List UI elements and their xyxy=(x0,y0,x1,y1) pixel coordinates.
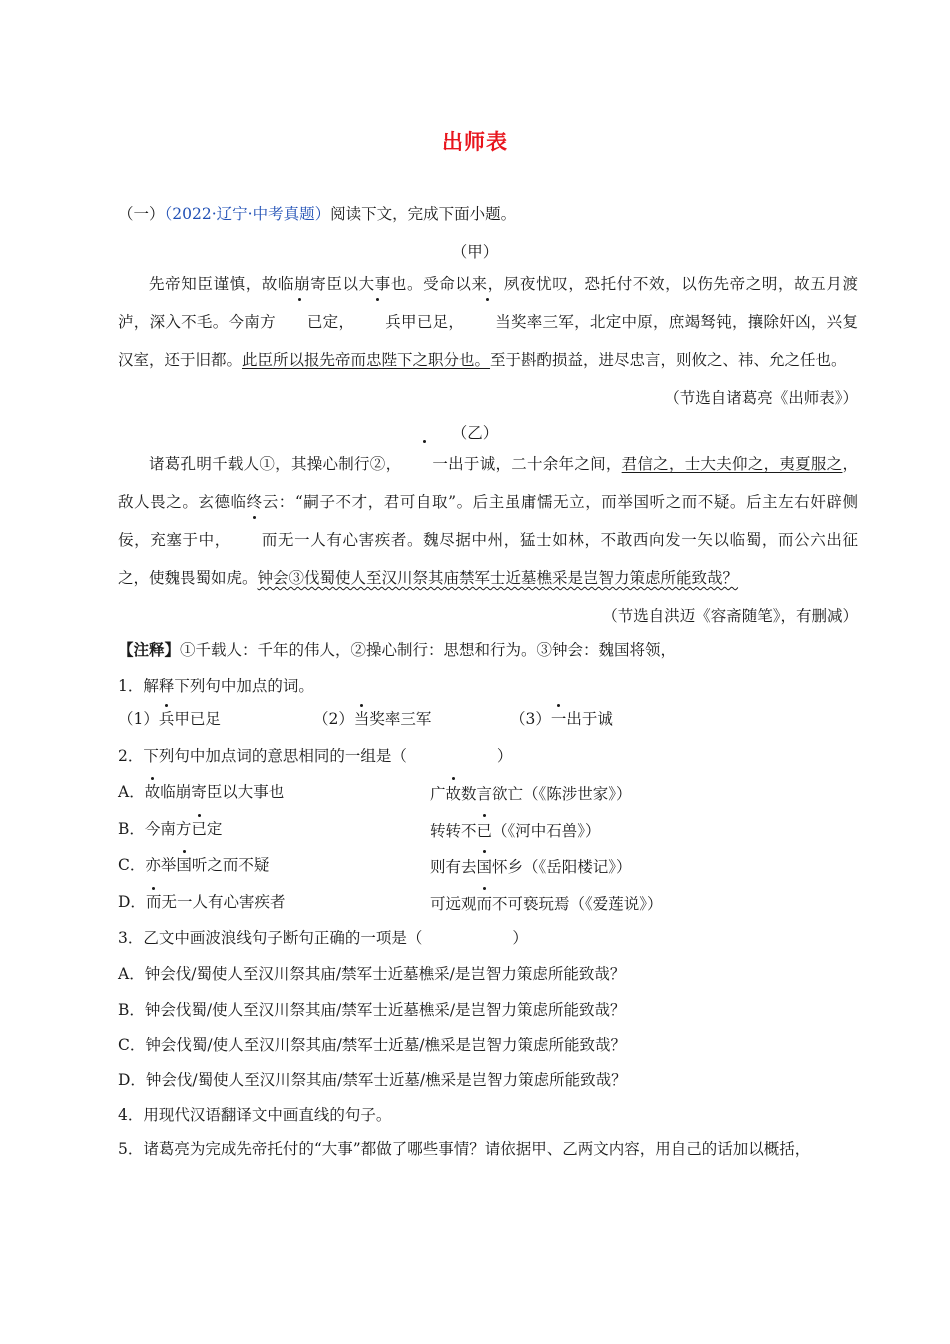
dotted-word: 而 xyxy=(477,892,493,914)
jia-text-5: 至于斟酌损益，进尽忠言，则攸之、祎、允之任也。 xyxy=(490,351,847,369)
yi-label: （乙） xyxy=(451,424,499,442)
dotted-word: 兵 xyxy=(354,303,401,341)
text-segment: 不可亵玩焉（《爱莲说》） xyxy=(492,895,663,913)
text-segment: ） xyxy=(496,747,513,765)
jia-text-3: 甲已足， xyxy=(400,313,465,331)
dotted-word: 国 xyxy=(477,855,493,877)
question-intro xyxy=(118,204,516,224)
yi-paragraph xyxy=(118,445,858,597)
q4-stem: 4．用现代汉语翻译文中画直线的句子。 xyxy=(118,1106,392,1124)
text-segment: 可远观 xyxy=(430,895,477,913)
text-segment: 亦举 xyxy=(145,856,177,874)
underlined-sentence: 此臣所以报先帝而忠陛下之职分也。 xyxy=(242,351,491,369)
text-segment: 数言欲亡（《陈涉世家》） xyxy=(461,785,632,803)
q5-text: 5．诸葛亮为完成先帝托付的“大事”都做了哪些事情？请依据甲、乙两文内容，用自己的话加以概括， xyxy=(118,1140,811,1158)
dotted-word: 一 xyxy=(550,710,567,728)
yi-text-4: 无一人有心害疾者。魏尽据中州，猛士如林，不敢西向发一矢以临蜀，而公六出征之，使魏畏蜀如虎。 xyxy=(118,531,858,587)
text-segment: （2） xyxy=(313,710,354,728)
dotted-word: 故 xyxy=(144,783,161,801)
note-label: 【注释】 xyxy=(118,640,181,659)
q5-stem xyxy=(118,1129,858,1169)
text-segment: B． xyxy=(118,820,145,838)
dotted-word: 已 xyxy=(276,303,323,341)
text-segment: 奖率三军 xyxy=(369,710,432,728)
text-segment: 听之而不疑 xyxy=(191,856,270,874)
q2-option-a[interactable] xyxy=(118,782,284,802)
dotted-word: 兵 xyxy=(158,710,175,728)
q3-option-b[interactable]: B．钟会伐蜀/使人至汉川祭其庙/禁军士近墓樵采/是岂智力策虑所能致哉？ xyxy=(118,1001,626,1019)
text-segment: 临崩寄臣以大事也 xyxy=(160,783,285,801)
text-segment: ） xyxy=(512,929,528,947)
q1-item xyxy=(313,709,431,729)
yi-text-1: 诸葛孔明千载人①，其操心制行②， xyxy=(149,455,402,473)
q2-option-a-compare xyxy=(430,782,632,804)
jia-text-1: 先帝知臣谨慎，故临崩寄臣以大事也。受命以来，夙夜忧叹，恐托付不效，以伤先帝之明，故五月渡泸，深入不毛。今南方 xyxy=(118,275,858,331)
q1-item xyxy=(118,709,221,729)
q2-option-d[interactable] xyxy=(118,892,285,912)
intro-prefix: （一） xyxy=(118,205,165,223)
yi-text-2: 出于诚，二十余年之间， xyxy=(447,455,622,473)
intro-text: 阅读下文，完成下面小题。 xyxy=(330,205,517,223)
text-segment: 3．乙文中画波浪线句子断句正确的一项是（ xyxy=(118,929,423,947)
q2-option-b-compare xyxy=(430,819,601,841)
q3-option-d[interactable]: D．钟会伐/蜀使人至汉川祭其庙/禁军士近墓/樵采是岂智力策虑所能致哉？ xyxy=(118,1071,627,1089)
exam-source-link[interactable]: （2022·辽宁·中考真题） xyxy=(164,205,331,223)
jia-label: （甲） xyxy=(451,243,499,261)
q1-item xyxy=(510,709,613,729)
q3-option-a[interactable]: A．钟会伐/蜀使人至汉川祭其庙/禁军士近墓樵采/是岂智力策虑所能致哉？ xyxy=(118,965,626,983)
text-segment: 无一人有心害疾者 xyxy=(161,893,286,911)
text-segment: （《河中石兽》） xyxy=(492,822,601,840)
yi-text-3: ，敌人畏之。玄德临终云：“嗣子不才，君可自取”。后主虽庸懦无立，而举国听之而不疑。后主左右奸辟侧佞，充塞于中， xyxy=(118,455,858,549)
text-segment: （1） xyxy=(118,710,159,728)
wavy-underlined-sentence: 钟会③伐蜀使人至汉川祭其庙禁军士近墓樵采是岂智力策虑所能致哉？ xyxy=(257,569,739,587)
text-segment: D． xyxy=(118,893,146,911)
jia-source: （节选自诸葛亮《出师表》） xyxy=(664,389,858,407)
q3-stem xyxy=(118,928,528,948)
text-segment: 广 xyxy=(430,785,446,803)
note xyxy=(118,640,676,660)
dotted-word: 当 xyxy=(353,710,370,728)
dotted-word: 当 xyxy=(464,303,511,341)
page-title: 出师表 xyxy=(442,130,508,154)
note-text: ①千载人：千年的伟人，②操心制行：思想和行为。③钟会：魏国将领， xyxy=(180,641,677,659)
yi-source: （节选自洪迈《容斋随笔》，有删减） xyxy=(602,607,858,625)
q2-option-b[interactable] xyxy=(118,819,222,839)
jia-paragraph xyxy=(118,265,858,379)
text-segment: C． xyxy=(118,856,146,874)
dotted-word: 已 xyxy=(191,820,207,838)
dotted-word: 已 xyxy=(477,819,493,841)
text-segment: 转转不 xyxy=(430,822,477,840)
q3-option-c[interactable]: C．钟会伐蜀/使人至汉川祭其庙/禁军士近墓/樵采是岂智力策虑所能致哉？ xyxy=(118,1036,627,1054)
q2-option-c[interactable] xyxy=(118,855,269,875)
dotted-word: 而 xyxy=(145,893,162,911)
text-segment: 甲已足 xyxy=(174,710,221,728)
text-segment: 定 xyxy=(206,820,223,838)
dotted-word: 国 xyxy=(176,856,192,874)
text-segment: 今南方 xyxy=(144,820,192,838)
q1-stem: 1．解释下列句中加点的词。 xyxy=(118,677,314,695)
text-segment: 怀乡（《岳阳楼记》） xyxy=(492,858,632,876)
text-segment: 则有去 xyxy=(430,858,477,876)
jia-text-2: 定， xyxy=(322,313,355,331)
dotted-word: 一 xyxy=(401,445,448,483)
text-segment: 出于诚 xyxy=(566,710,613,728)
q2-stem xyxy=(118,746,512,766)
text-segment: （3） xyxy=(510,710,551,728)
text-segment: A． xyxy=(118,783,145,801)
underlined-phrase: 君信之，士大夫仰之，夷夏服之 xyxy=(621,455,843,473)
q2-option-c-compare xyxy=(430,855,632,877)
dotted-word: 而 xyxy=(231,521,278,559)
jia-text-4: 奖率三军，北定中原，庶竭驽钝，攘除奸凶，兴复汉室，还于旧都。 xyxy=(118,313,858,369)
q2-option-d-compare xyxy=(430,892,663,914)
dotted-word: 故 xyxy=(446,782,462,804)
text-segment: 2．下列句中加点词的意思相同的一组是（ xyxy=(118,747,407,765)
